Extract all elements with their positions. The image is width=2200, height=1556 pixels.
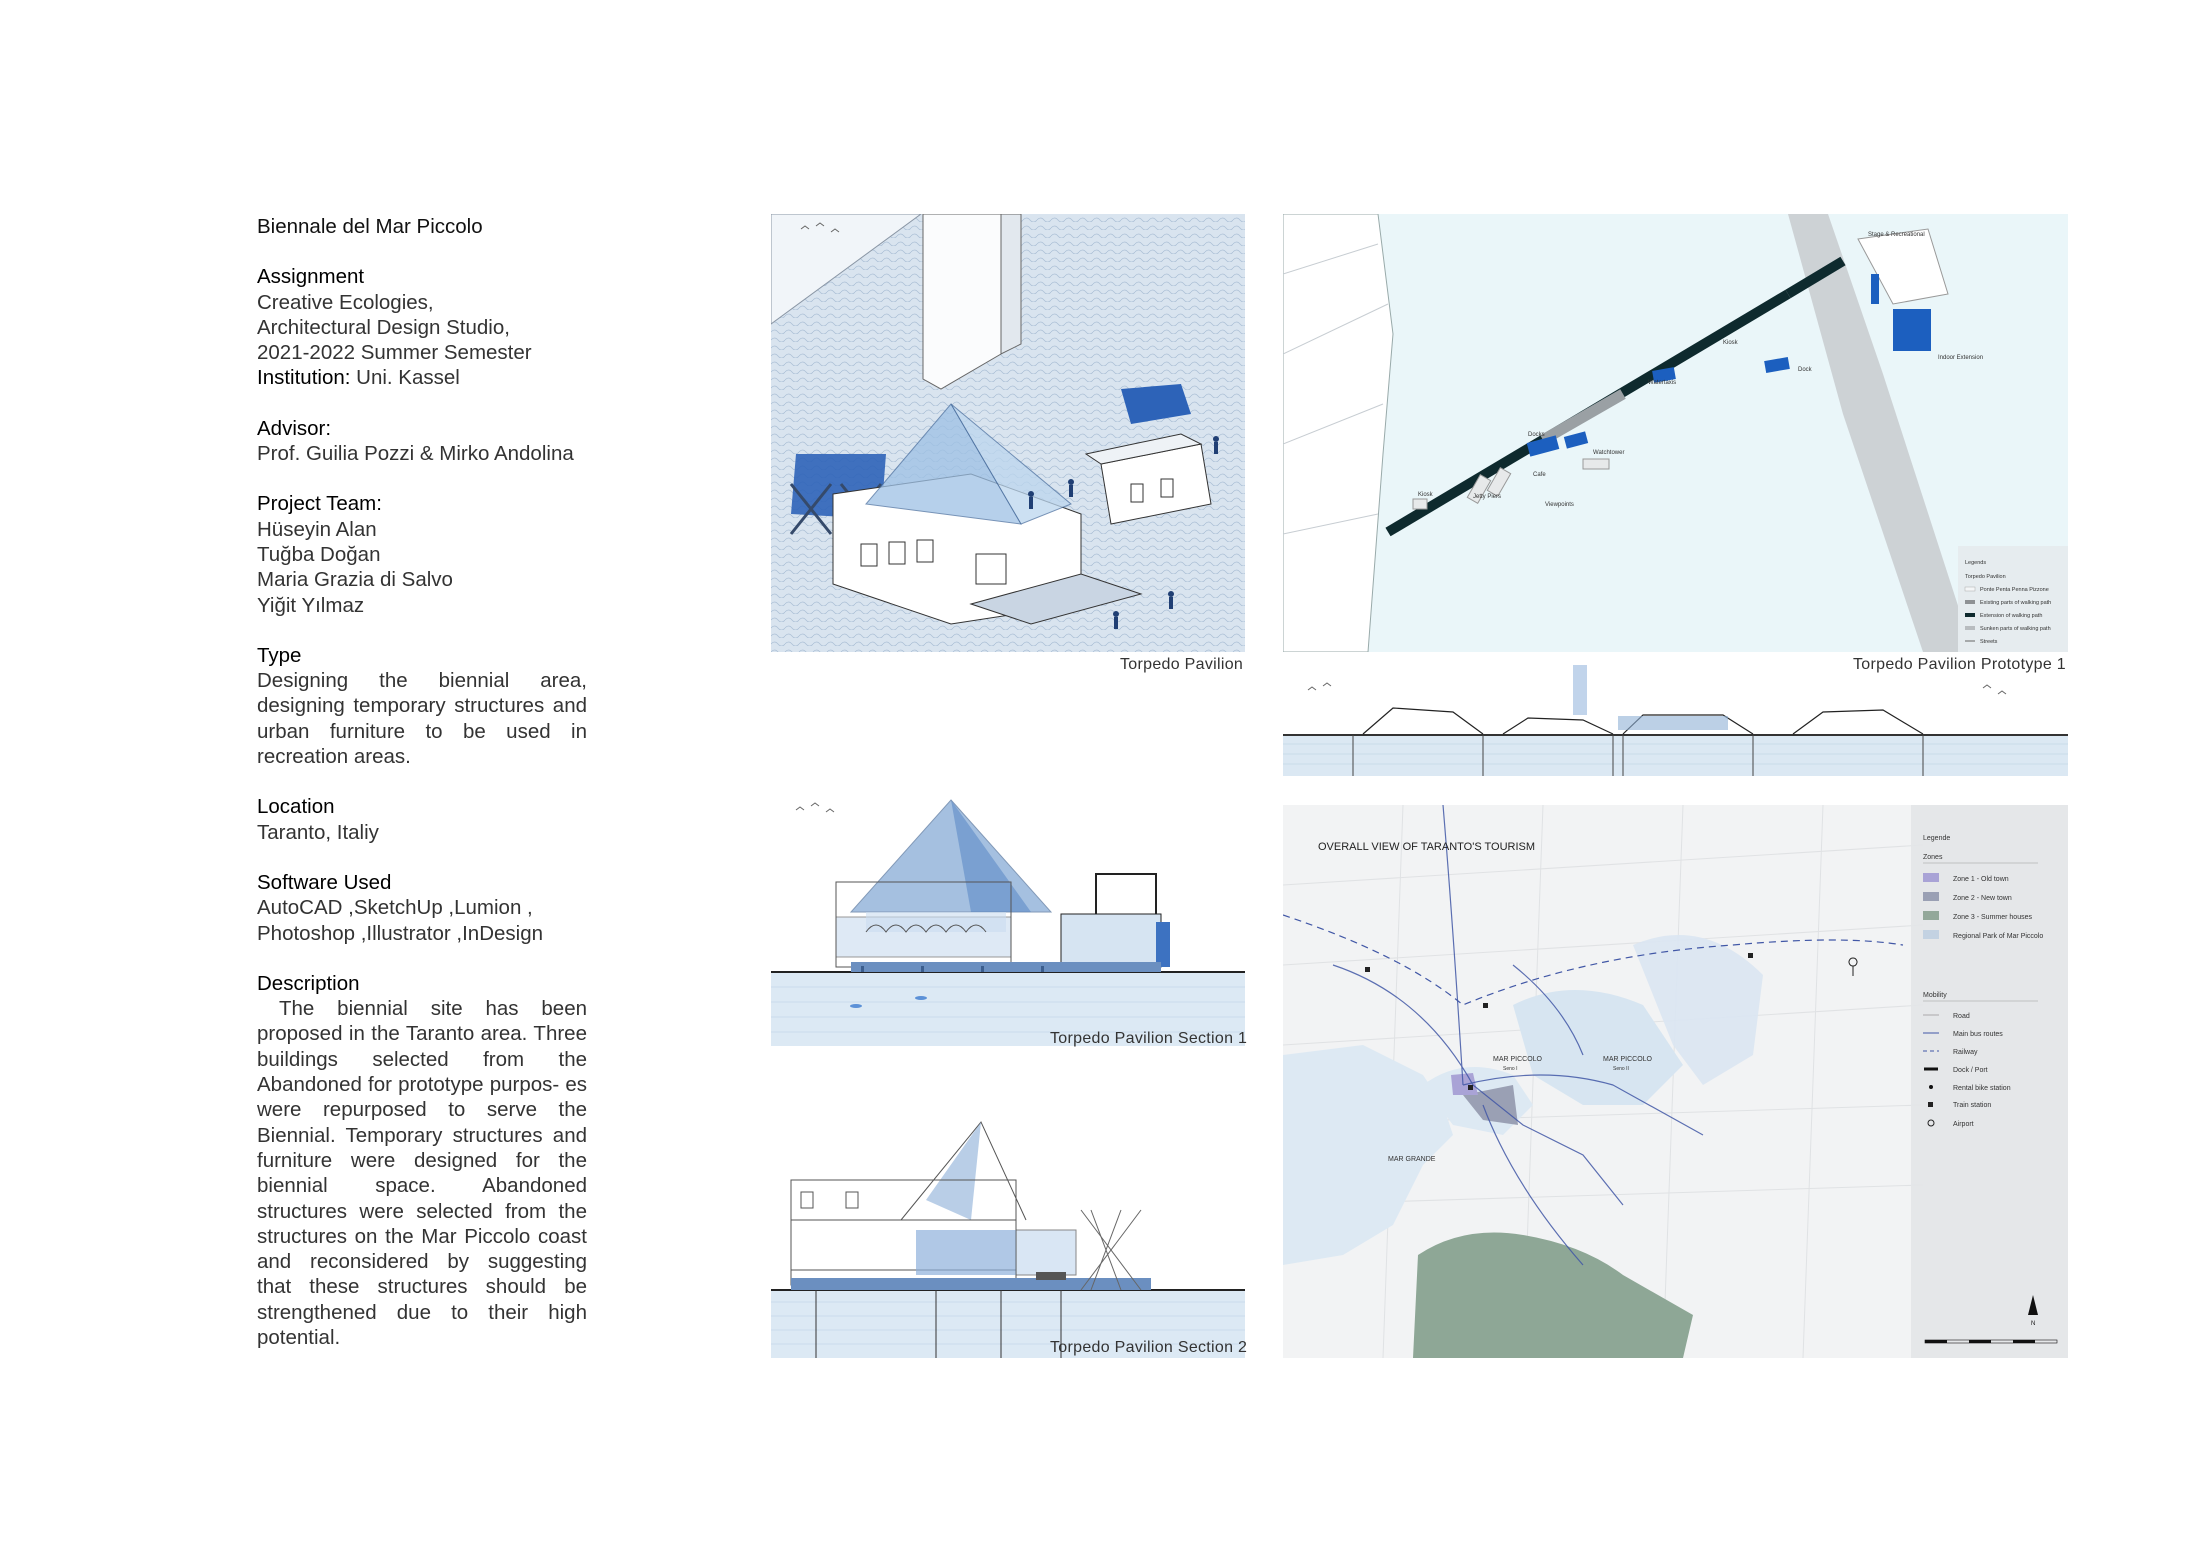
- site-plan-drawing: [1283, 214, 2068, 652]
- map-title: OVERALL VIEW OF TARANTO'S TOURISM: [1318, 841, 1536, 853]
- team-label: Project Team:: [257, 492, 382, 516]
- team-member: Maria Grazia di Salvo: [257, 568, 453, 592]
- site-legend-item: Existing parts of walking path: [1980, 600, 2052, 606]
- caption-pavilion: Torpedo Pavilion: [1120, 656, 1244, 673]
- map-place: MAR PICCOLO: [1603, 1056, 1653, 1063]
- mobility-item: Train station: [1953, 1102, 1992, 1109]
- tourism-map: [1283, 805, 2068, 1358]
- site-label: Cafe: [1533, 472, 1546, 478]
- assignment-line: 2021-2022 Summer Semester: [257, 341, 532, 365]
- pavilion-axonometric: [771, 214, 1245, 652]
- zone-label: Zone 3 - Summer houses: [1953, 914, 2032, 921]
- map-place: Seno I: [1503, 1066, 1518, 1072]
- tourism-map-drawing: [1283, 805, 2068, 1358]
- assignment-label: Assignment: [257, 265, 365, 289]
- section-1: [771, 772, 1248, 1047]
- zone-label: Regional Park of Mar Piccolo: [1953, 933, 2044, 940]
- site-label: Kiosk: [1418, 492, 1433, 498]
- map-place: MAR GRANDE: [1388, 1156, 1436, 1163]
- prototype-elevation-drawing: [1283, 660, 2068, 776]
- site-legend-item: Sunken parts of walking path: [1980, 626, 2051, 632]
- mobility-item: Dock / Port: [1953, 1067, 1988, 1074]
- mobility-item: Airport: [1953, 1121, 1974, 1128]
- map-mobility-title: Mobility: [1923, 992, 1947, 999]
- site-label: Stage & Recreational: [1868, 232, 1925, 238]
- assignment-block: [257, 264, 587, 390]
- prototype-elevation: [1283, 660, 2068, 776]
- site-label: Jetty Piers: [1473, 494, 1502, 500]
- description-label: Description: [257, 971, 360, 995]
- site-label: Viewpoints: [1545, 502, 1574, 508]
- caption-prototype: Torpedo Pavilion Prototype 1: [1853, 656, 2066, 673]
- assignment-line: Creative Ecologies,: [257, 290, 434, 314]
- project-title: Biennale del Mar Piccolo: [257, 215, 483, 238]
- map-legend-title: Legende: [1923, 835, 1951, 842]
- advisor-label: Advisor:: [257, 416, 332, 440]
- section-1-drawing: [771, 772, 1248, 1047]
- zone-swatch: [1923, 911, 1939, 920]
- site-plan: [1283, 214, 2068, 652]
- caption-section2: Torpedo Pavilion Section 2: [1050, 1339, 1248, 1356]
- assignment-line: Architectural Design Studio,: [257, 315, 510, 339]
- section-2-drawing: [771, 1080, 1248, 1358]
- location-value: Taranto, Italiy: [257, 820, 379, 844]
- software-label: Software Used: [257, 870, 392, 894]
- institution-label: Institution:: [257, 366, 351, 390]
- software-line: Photoshop ,Illustrator ,InDesign: [257, 921, 544, 945]
- zone-label: Zone 2 - New town: [1953, 895, 2012, 902]
- map-zones-title: Zones: [1923, 854, 1943, 861]
- team-member: Tuğba Doğan: [257, 542, 381, 566]
- map-place: MAR PICCOLO: [1493, 1056, 1543, 1063]
- site-label: Docks: [1528, 432, 1545, 438]
- site-label: Indoor Extension: [1938, 355, 1984, 361]
- mobility-item: Rental bike station: [1953, 1085, 2011, 1092]
- description-block: [257, 971, 587, 1350]
- advisor-block: [257, 416, 587, 467]
- pavilion-axonometric-drawing: [771, 214, 1245, 652]
- caption-section1: Torpedo Pavilion Section 1: [1050, 1030, 1248, 1047]
- mobility-item: Road: [1953, 1013, 1970, 1020]
- institution-value: Uni. Kassel: [356, 366, 460, 390]
- section-2: [771, 1080, 1248, 1358]
- project-info: [257, 214, 587, 1375]
- description-text: The biennial site has been proposed in the Taranto area. Three buildings selected from the Abandoned for prototype purpos- es were repurposed to serve the Biennial. Temporary structures and furniture were designed for the biennial space. Abandoned structures were selected from the structures on the Mar Piccolo coast and reconsidered by suggesting that these structures should be strengthened due to their high potential.: [257, 997, 587, 1349]
- location-label: Location: [257, 795, 335, 819]
- zone-label: Zone 1 - Old town: [1953, 876, 2009, 883]
- team-member: Yiğit Yılmaz: [257, 593, 365, 617]
- site-label: Dock: [1798, 367, 1812, 373]
- site-legend-sub: Torpedo Pavilion: [1965, 574, 2006, 580]
- zone-swatch: [1923, 930, 1939, 939]
- site-label: Watchtower: [1593, 450, 1625, 456]
- site-label: Kiosk: [1723, 340, 1738, 346]
- site-legend-item: Streets: [1980, 639, 1998, 645]
- mobility-item: Main bus routes: [1953, 1031, 2003, 1038]
- type-text: Designing the biennial area, designing temporary structures and urban furniture to be used in recreation areas.: [257, 669, 587, 769]
- type-block: [257, 643, 587, 769]
- zone-swatch: [1923, 892, 1939, 901]
- software-line: AutoCAD ,SketchUp ,Lumion ,: [257, 896, 533, 920]
- site-legend-item: Extension of walking path: [1980, 613, 2043, 619]
- team-member: Hüseyin Alan: [257, 517, 377, 541]
- zone-swatch: [1923, 873, 1939, 882]
- location-block: [257, 794, 587, 845]
- site-label: Watertaxis: [1648, 380, 1677, 386]
- map-place: Seno II: [1613, 1066, 1629, 1072]
- north-arrow-label: N: [2031, 1321, 2036, 1327]
- mobility-item: Railway: [1953, 1049, 1978, 1056]
- site-legend-title: Legends: [1965, 560, 1987, 566]
- software-block: [257, 870, 587, 946]
- team-block: [257, 491, 587, 617]
- advisor-value: Prof. Guilia Pozzi & Mirko Andolina: [257, 442, 574, 466]
- type-label: Type: [257, 643, 302, 667]
- site-legend-item: Ponte Penta Penna Pizzone: [1980, 587, 2049, 593]
